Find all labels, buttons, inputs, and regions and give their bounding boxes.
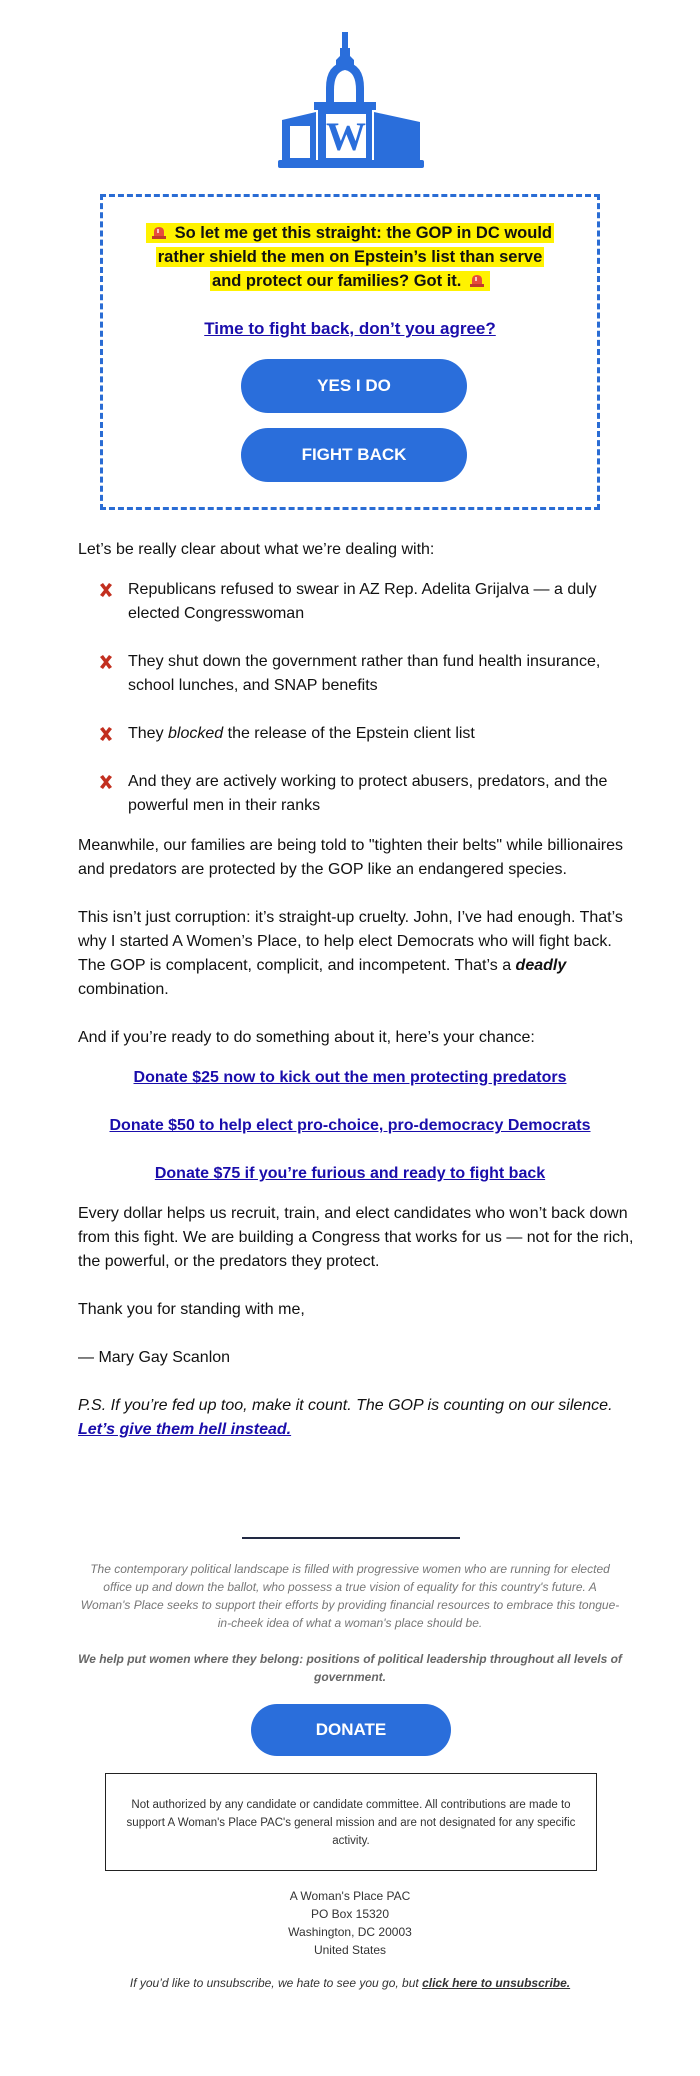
address-line: United States <box>313 1943 387 1957</box>
fight-back-question-link[interactable]: Time to fight back, don’t you agree? <box>204 319 496 338</box>
mailing-address <box>0 1887 700 1959</box>
bullet-text-part: the release of the Epstein client list <box>223 725 475 742</box>
bullet-item: Republicans refused to swear in AZ Rep. Adelita Grijalva — a duly elected Congresswoman <box>128 581 597 622</box>
disclaimer-text: Not authorized by any candidate or candidate committee. All contributions are made to support A Woman's Place PAC's general mission and are not designated for any specific activity. <box>126 1799 576 1847</box>
unsubscribe-line <box>0 1974 700 1992</box>
red-x-icon <box>98 582 114 598</box>
callout-headline <box>143 221 557 293</box>
bullet-item <box>128 722 624 746</box>
signature: — Mary Gay Scanlon <box>78 1349 231 1366</box>
address-line: PO Box 15320 <box>310 1907 390 1921</box>
bullet-item: They shut down the government rather than fund health insurance, school lunches, and SNAP benefits <box>128 653 601 694</box>
callout-headline-text: So let me get this straight: the GOP in DC would rather shield the men on Epstein’s list than serve and protect our families? Got it. <box>157 224 552 290</box>
bullet-emphasis: blocked <box>168 725 224 742</box>
unsubscribe-text: If you’d like to unsubscribe, we hate to see you go, but <box>129 1976 423 1990</box>
siren-icon <box>151 225 167 239</box>
thanks-text: Thank you for standing with me, <box>78 1301 305 1318</box>
fight-back-button[interactable]: FIGHT BACK <box>241 428 467 482</box>
paragraph: Every dollar helps us recruit, train, and elect candidates who won’t back down from this fight. We are building a Congress that works for us — not for the rich, the powerful, or the predators they protect. <box>78 1205 634 1270</box>
ps-link[interactable]: Let’s give them hell instead. <box>78 1421 292 1438</box>
ps-text: P.S. If you’re fed up too, make it count. The GOP is counting on our silence. <box>78 1397 613 1414</box>
red-x-icon <box>98 726 114 742</box>
ps-block <box>78 1394 638 1442</box>
unsubscribe-link[interactable]: click here to unsubscribe. <box>422 1976 571 1990</box>
donate-75-link[interactable]: Donate $75 if you’re furious and ready to fight back <box>154 1165 546 1182</box>
yes-i-do-button[interactable]: YES I DO <box>241 359 467 413</box>
capitol-logo-icon <box>278 32 424 174</box>
siren-icon <box>469 273 485 287</box>
footer-tagline: We help put women where they belong: positions of political leadership throughout all levels of government. <box>78 1652 622 1684</box>
disclaimer-box <box>105 1773 597 1871</box>
paragraph: And if you’re ready to do something about it, here’s your chance: <box>78 1029 535 1046</box>
donate-button[interactable]: DONATE <box>251 1704 451 1756</box>
paragraph: Meanwhile, our families are being told to "tighten their belts" while billionaires and predators are protected by the GOP like an endangered species. <box>78 837 623 878</box>
bullet-item: And they are actively working to protect abusers, predators, and the powerful men in their ranks <box>128 773 608 814</box>
paragraph <box>78 906 634 1002</box>
donate-50-link[interactable]: Donate $50 to help elect pro-choice, pro-democracy Democrats <box>109 1117 591 1134</box>
red-x-icon <box>98 654 114 670</box>
callout-box <box>100 194 600 510</box>
paragraph-text: This isn’t just corruption: it’s straight-up cruelty. John, I’ve had enough. That’s why I started A Women’s Place, to help elect Democrats who will fight back. The GOP is complacent, complicit, and incompetent. That’s a <box>78 909 623 974</box>
paragraph-emphasis: deadly <box>515 957 567 974</box>
red-x-icon <box>98 774 114 790</box>
address-line: Washington, DC 20003 <box>288 1925 412 1939</box>
paragraph-text: combination. <box>78 981 169 998</box>
footer-description: The contemporary political landscape is filled with progressive women who are running for elected office up and down the ballot, who possess a true vision of equality for this country's future. A Woman's Place seeks to support their efforts by providing financial resources to embrace this tongue-in-cheek idea of what a woman's place should be. <box>80 1562 620 1630</box>
donate-25-link[interactable]: Donate $25 now to kick out the men protecting predators <box>133 1069 567 1086</box>
intro-text: Let’s be really clear about what we’re dealing with: <box>78 541 435 558</box>
logo-letter: W <box>326 114 366 159</box>
bullet-text-part: They <box>128 725 169 742</box>
address-line: A Woman's Place PAC <box>289 1889 411 1903</box>
footer-divider <box>242 1537 460 1539</box>
